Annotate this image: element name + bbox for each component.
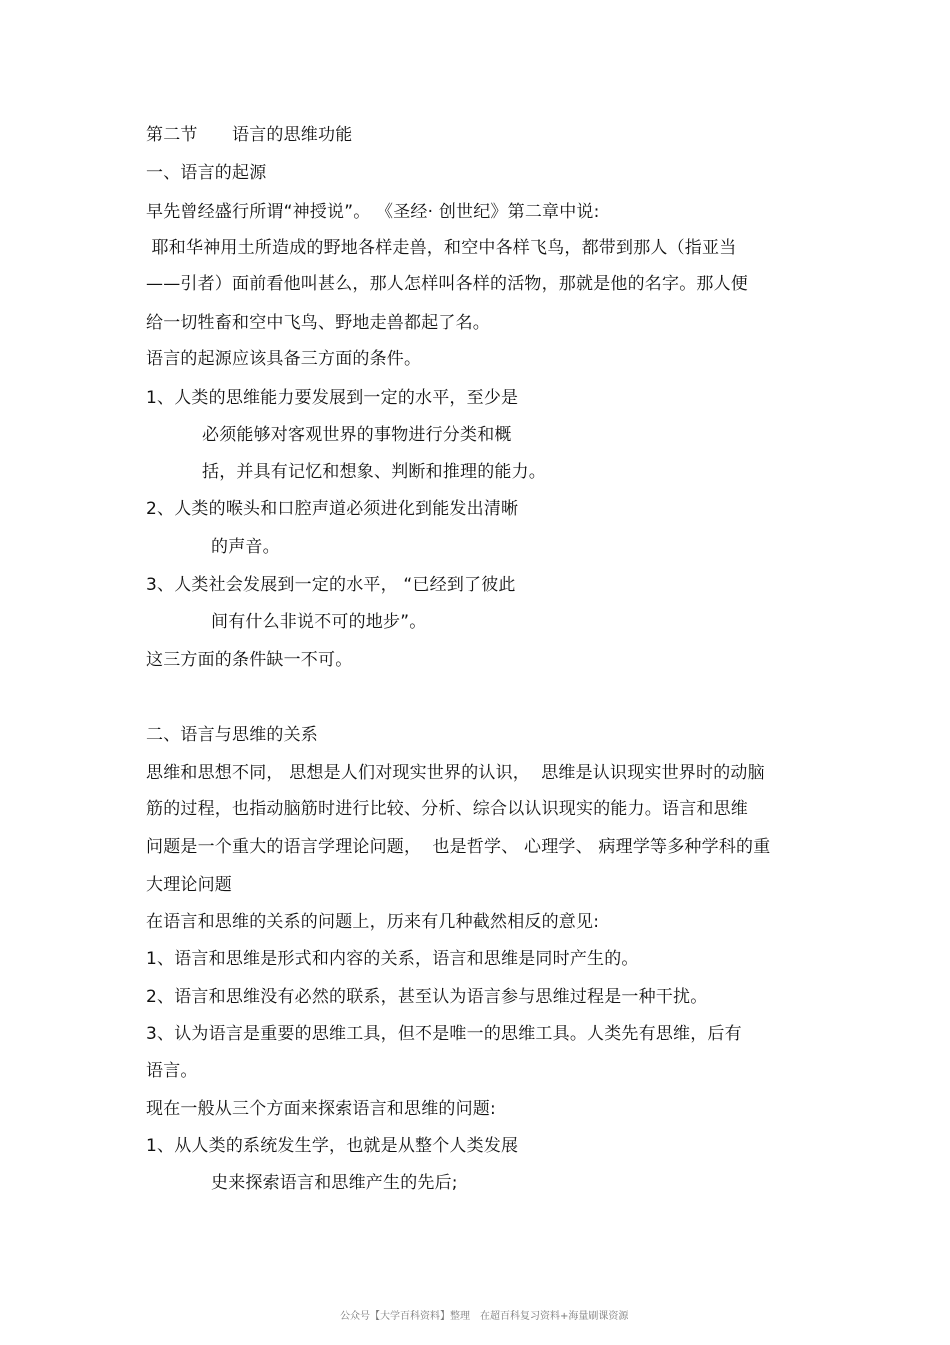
view-3-line-1: 3、认为语言是重要的思维工具，但不是唯一的思维工具。人类先有思维，后有 <box>146 1024 742 1044</box>
page-footer: 公众号【大学百科资料】整理 在超百科复习资料+海量刷课资源 <box>340 1311 629 1322</box>
part2-para-line-2: 筋的过程，也指动脑筋时进行比较、分析、综合以认识现实的能力。语言和思维 <box>146 799 748 819</box>
part2-para-line-3: 问题是一个重大的语言学理论问题， 也是哲学、 心理学、 病理学等多种学科的重 <box>146 837 771 857</box>
approach-1-line-2: 史来探索语言和思维产生的先后; <box>211 1173 458 1193</box>
quote-line-2: ——引者）面前看他叫甚么，那人怎样叫各样的活物，那就是他的名字。那人便 <box>146 274 748 294</box>
condition-3-line-1: 3、人类社会发展到一定的水平， “已经到了彼此 <box>146 575 516 595</box>
approach-1-line-1: 1、从人类的系统发生学，也就是从整个人类发展 <box>146 1136 519 1156</box>
approach-intro: 现在一般从三个方面来探索语言和思维的问题: <box>146 1099 496 1119</box>
part1-intro: 早先曾经盛行所谓“神授说”。 《圣经· 创世纪》第二章中说: <box>146 202 600 222</box>
quote-line-3: 给一切牲畜和空中飞鸟、野地走兽都起了名。 <box>146 313 490 333</box>
view-1: 1、语言和思维是形式和内容的关系，语言和思维是同时产生的。 <box>146 949 639 969</box>
condition-3-line-2: 间有什么非说不可的地步”。 <box>211 612 427 632</box>
part1-heading: 一、语言的起源 <box>146 163 267 183</box>
part1-conclusion: 这三方面的条件缺一不可。 <box>146 650 353 670</box>
part2-para-line-1: 思维和思想不同， 思想是人们对现实世界的认识， 思维是认识现实世界时的动脑 <box>146 763 765 783</box>
views-intro: 在语言和思维的关系的问题上，历来有几种截然相反的意见: <box>146 912 600 932</box>
part2-heading: 二、语言与思维的关系 <box>146 725 318 745</box>
part2-para-line-4: 大理论问题 <box>146 875 232 895</box>
condition-2-line-2: 的声音。 <box>211 537 280 557</box>
condition-2-line-1: 2、人类的喉头和口腔声道必须进化到能发出清晰 <box>146 499 519 519</box>
condition-1-line-3: 括，并具有记忆和想象、判断和推理的能力。 <box>202 462 546 482</box>
conditions-intro: 语言的起源应该具备三方面的条件。 <box>146 349 422 369</box>
section-heading: 第二节 语言的思维功能 <box>146 125 353 145</box>
view-2: 2、语言和思维没有必然的联系，甚至认为语言参与思维过程是一种干扰。 <box>146 987 708 1007</box>
condition-1-line-1: 1、人类的思维能力要发展到一定的水平，至少是 <box>146 388 519 408</box>
condition-1-line-2: 必须能够对客观世界的事物进行分类和概 <box>202 425 512 445</box>
view-3-line-2: 语言。 <box>146 1061 198 1081</box>
quote-line-1: 耶和华神用土所造成的野地各样走兽，和空中各样飞鸟，都带到那人（指亚当 <box>146 238 737 258</box>
